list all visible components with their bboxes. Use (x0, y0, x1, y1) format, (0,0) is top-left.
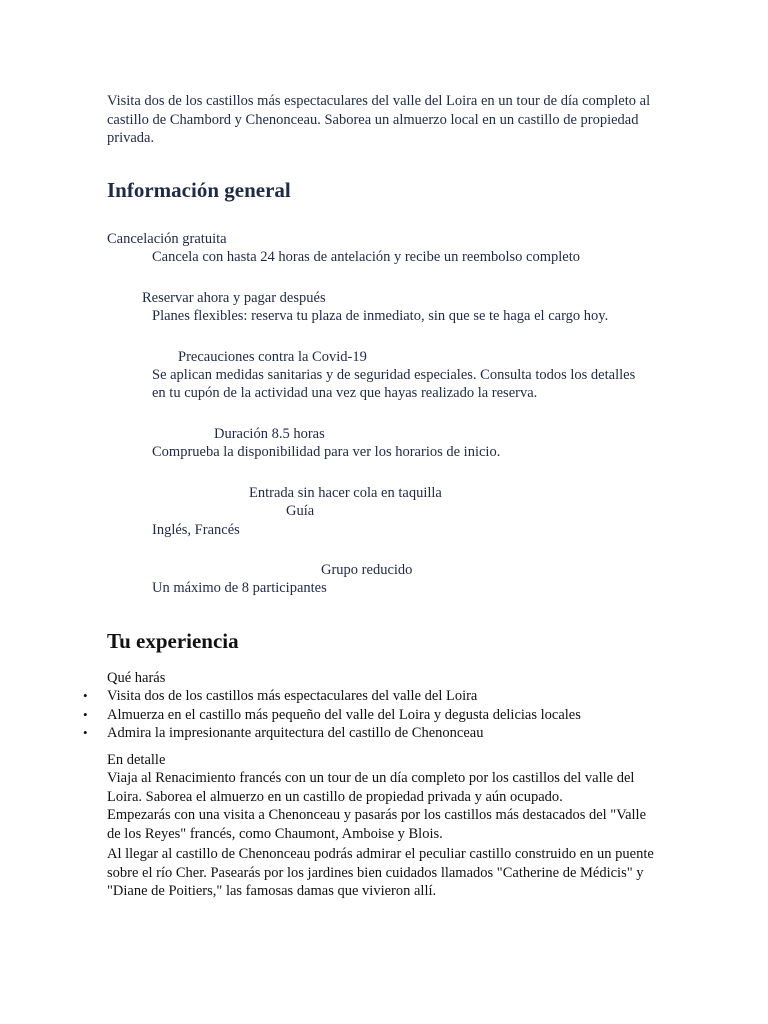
detail-paragraph-3: Al llegar al castillo de Chenonceau podrás admirar el peculiar castillo construido en un puente sobre el río Cher. Pasearás por los jardines bien cuidados llamados "Catherine de Médicis" y "Diane de Poitiers," las famosas damas que vivieron allí. (107, 846, 654, 899)
list-item: • Admira la impresionante arquitectura del castillo de Chenonceau (83, 725, 484, 741)
reserve-title: Reservar ahora y pagar después (142, 290, 326, 306)
covid-title: Precauciones contra la Covid-19 (178, 349, 367, 365)
what-label: Qué harás (107, 670, 166, 686)
bullet-icon: • (83, 725, 88, 740)
cancellation-title: Cancelación gratuita (107, 231, 227, 247)
list-item: • Visita dos de los castillos más espectaculares del valle del Loira (83, 688, 478, 704)
skip-line-title: Entrada sin hacer cola en taquilla (249, 485, 442, 501)
detail-paragraph-1: Viaja al Renacimiento francés con un tour de un día completo por los castillos del valle del Loira. Saborea el almuerzo en un castillo de propiedad privada y aún ocupado. (107, 770, 635, 805)
experience-heading: Tu experiencia (107, 629, 239, 653)
list-item: • Almuerza en el castillo más pequeño del valle del Loira y degusta delicias locales (83, 706, 581, 723)
covid-desc-line2: en tu cupón de la actividad una vez que hayas realizado la reserva. (152, 385, 538, 401)
small-group-desc: Un máximo de 8 participantes (152, 580, 327, 596)
reserve-desc: Planes flexibles: reserva tu plaza de inmediato, sin que se te haga el cargo hoy. (152, 308, 609, 324)
detail-paragraph-2: Empezarás con una visita a Chenonceau y pasarás por los castillos más destacados del "Valle de los Reyes" francés, como Chaumont, Amboise y Blois. (107, 807, 647, 842)
bullet-icon: • (83, 688, 88, 703)
guide-desc: Inglés, Francés (152, 522, 240, 538)
bullet-icon: • (83, 706, 88, 722)
experience-list (83, 687, 581, 743)
intro-paragraph: Visita dos de los castillos más espectaculares del valle del Loira en un tour de día completo al castillo de Chambord y Chenonceau. Saborea un almuerzo local en un castillo de propiedad privada. (107, 93, 651, 146)
detail-label: En detalle (107, 752, 166, 768)
duration-title: Duración 8.5 horas (214, 426, 325, 442)
small-group-title: Grupo reducido (321, 562, 413, 578)
duration-desc: Comprueba la disponibilidad para ver los horarios de inicio. (152, 444, 501, 460)
general-info-heading: Información general (107, 178, 291, 202)
guide-title: Guía (286, 503, 315, 519)
covid-desc-line1: Se aplican medidas sanitarias y de seguridad especiales. Consulta todos los detalles (152, 367, 636, 383)
cancellation-desc: Cancela con hasta 24 horas de antelación y recibe un reembolso completo (152, 249, 580, 265)
